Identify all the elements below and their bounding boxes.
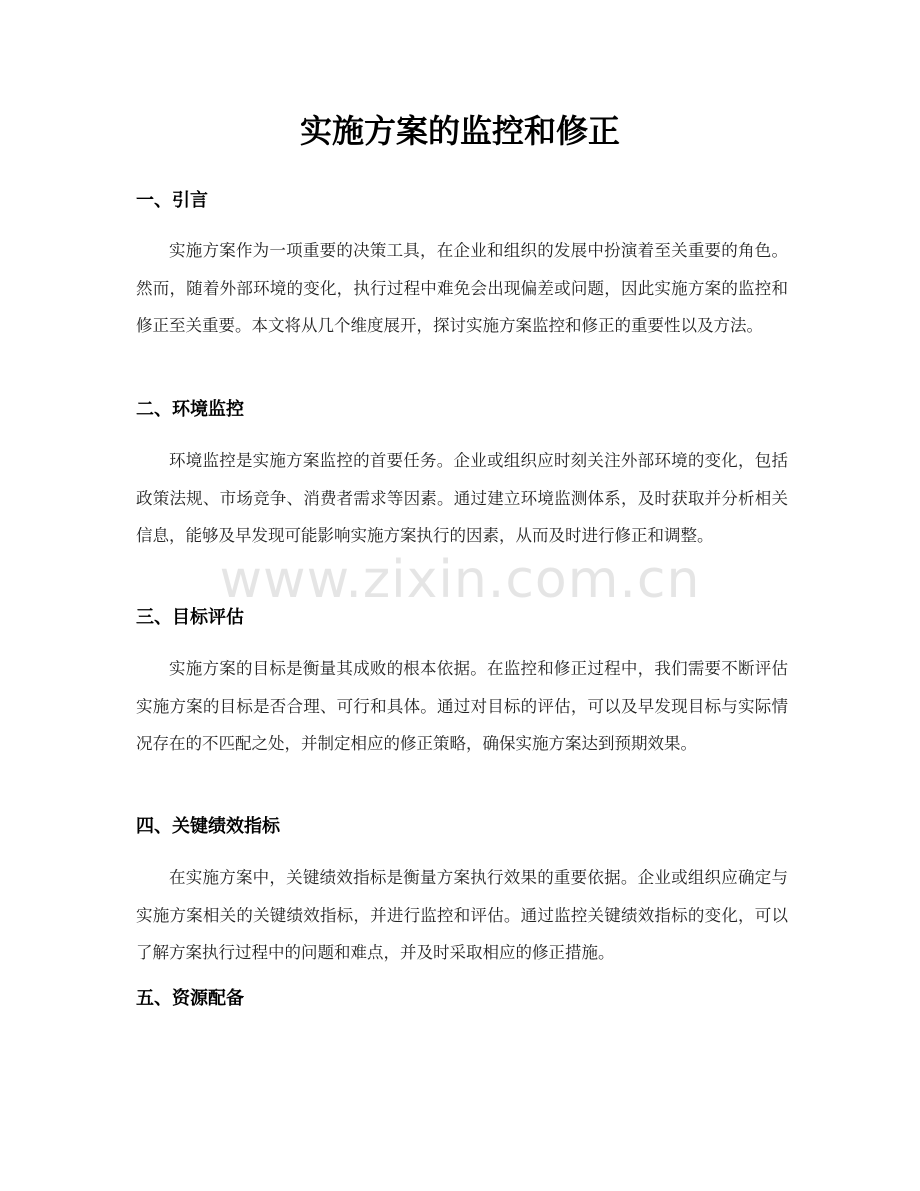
- section-heading-goal-evaluation: 三、目标评估: [136, 607, 244, 628]
- section-paragraph-kpi: 在实施方案中，关键绩效指标是衡量方案执行效果的重要依据。企业或组织应确定与实施方案相关的关键绩效指标，并进行监控和评估。通过监控关键绩效指标的变化，可以了解方案执行过程中的问题和难点，并及时采取相应的修正措施。: [136, 868, 788, 962]
- section-paragraph-goal-evaluation: 实施方案的目标是衡量其成败的根本依据。在监控和修正过程中，我们需要不断评估实施方案的目标是否合理、可行和具体。通过对目标的评估，可以及早发现目标与实际情况存在的不匹配之处，并制定相应的修正策略，确保实施方案达到预期效果。: [136, 659, 788, 753]
- section-heading-environment-monitoring: 二、环境监控: [136, 399, 244, 420]
- section-paragraph-introduction: 实施方案作为一项重要的决策工具，在企业和组织的发展中扮演着至关重要的角色。然而，随着外部环境的变化，执行过程中难免会出现偏差或问题，因此实施方案的监控和修正至关重要。本文将从几个维度展开，探讨实施方案监控和修正的重要性以及方法。: [136, 241, 788, 335]
- section-heading-introduction: 一、引言: [136, 190, 208, 211]
- section-heading-resource-allocation: 五、资源配备: [136, 988, 244, 1009]
- watermark: www.zixin.com.cn: [219, 550, 701, 610]
- section-paragraph-environment-monitoring: 环境监控是实施方案监控的首要任务。企业或组织应时刻关注外部环境的变化，包括政策法规、市场竞争、消费者需求等因素。通过建立环境监测体系，及时获取并分析相关信息，能够及早发现可能影响实施方案执行的因素，从而及时进行修正和调整。: [136, 451, 788, 545]
- document-title: 实施方案的监控和修正: [299, 112, 620, 150]
- section-heading-kpi: 四、关键绩效指标: [136, 816, 280, 837]
